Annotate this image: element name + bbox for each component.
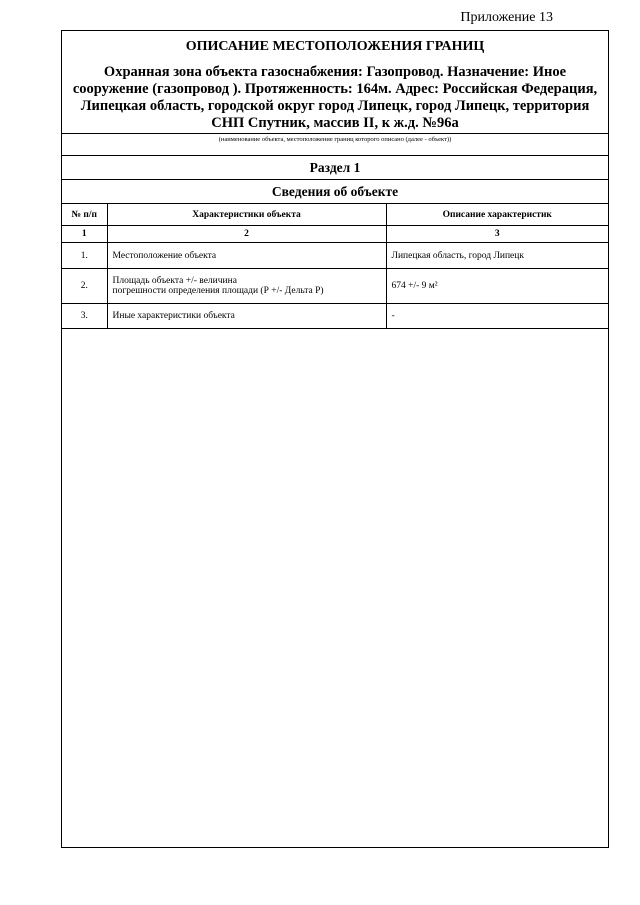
table-number-row <box>62 226 608 243</box>
row-characteristic <box>107 243 386 269</box>
row-characteristic <box>107 304 386 329</box>
object-line: Липецкая область, городской округ город Липецк, город Липецк, территория <box>80 98 590 114</box>
section-title: Раздел 1 <box>62 155 608 179</box>
characteristic-line: Местоположение объекта <box>112 250 217 261</box>
document-frame <box>61 30 609 848</box>
row-characteristic <box>107 269 386 304</box>
object-line: сооружение (газопровод ). Протяженность: 164м. Адрес: Российская Федерация, <box>72 81 598 97</box>
column-number: 3 <box>386 226 608 243</box>
characteristic-line: Площадь объекта +/- величина <box>112 276 237 286</box>
column-number: 1 <box>62 226 107 243</box>
row-description: - <box>386 304 608 329</box>
row-description: 674 +/- 9 м² <box>386 269 608 304</box>
row-description: Липецкая область, город Липецк <box>386 243 608 269</box>
object-description <box>62 59 608 133</box>
table-row <box>62 243 608 269</box>
table-row <box>62 304 608 329</box>
characteristics-table <box>62 203 608 329</box>
row-number: 1. <box>62 243 107 269</box>
row-number: 3. <box>62 304 107 329</box>
object-line: Охранная зона объекта газоснабжения: Газопровод. Назначение: Иное <box>103 64 567 80</box>
header-description: Описание характеристик <box>386 204 608 226</box>
characteristic-line: погрешности определения площади (Р +/- Дельта Р) <box>112 286 324 296</box>
table-row <box>62 269 608 304</box>
document-title: ОПИСАНИЕ МЕСТОПОЛОЖЕНИЯ ГРАНИЦ <box>185 39 485 54</box>
subsection-title: Сведения об объекте <box>62 179 608 203</box>
object-caption: (наименование объекта, местоположение границ которого описано (далее - объект)) <box>62 133 608 145</box>
column-number: 2 <box>107 226 386 243</box>
header-number: № п/п <box>62 204 107 226</box>
table-header-row <box>62 204 608 226</box>
appendix-label: Приложение 13 <box>460 10 553 25</box>
row-number: 2. <box>62 269 107 304</box>
characteristic-line: Иные характеристики объекта <box>112 311 235 321</box>
object-line: СНП Спутник, массив II, к ж.д. №96а <box>211 115 459 131</box>
header-characteristic: Характеристики объекта <box>107 204 386 226</box>
